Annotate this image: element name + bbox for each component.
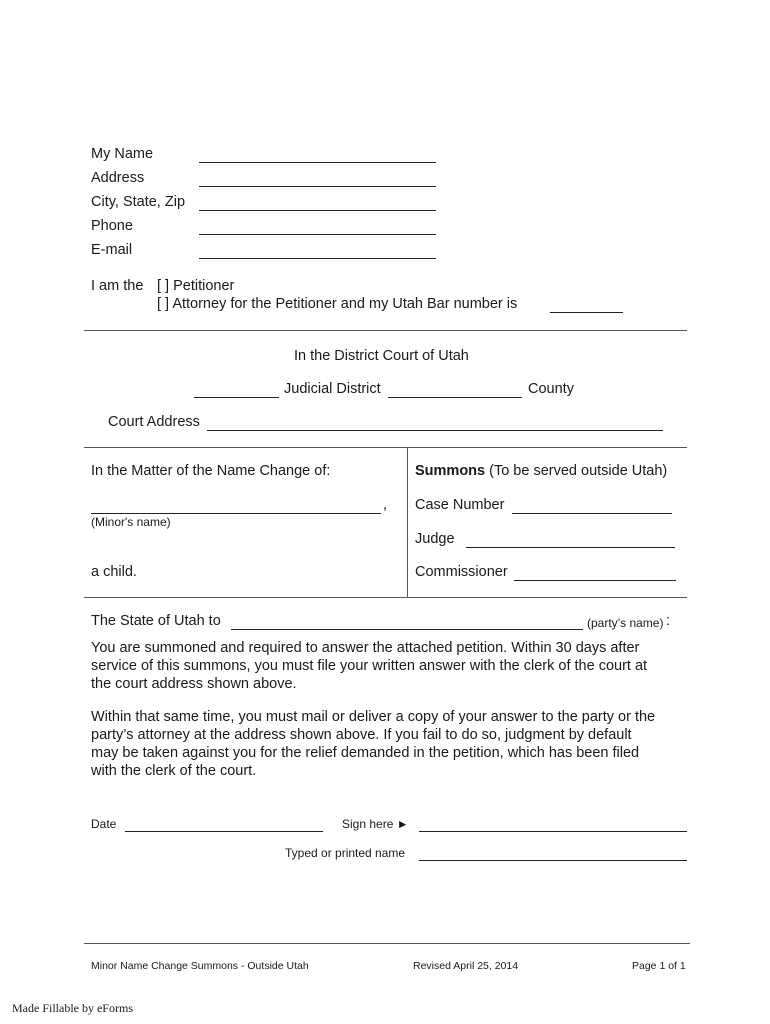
colon: :: [666, 613, 671, 629]
email-field[interactable]: [199, 242, 436, 259]
paragraph-2: [91, 708, 655, 780]
paragraph-2-line: party’s attorney at the address shown above. If you fail to do so, judgment by default: [91, 727, 632, 743]
paragraph-2-line: with the clerk of the court.: [91, 763, 257, 779]
divider-caption-top: [84, 447, 687, 448]
city-state-zip-field[interactable]: [199, 194, 436, 211]
footer-divider: [84, 943, 690, 944]
phone-label: Phone: [91, 218, 133, 234]
party-name-label: (party’s name): [587, 616, 664, 630]
summons-title: Summons: [415, 463, 486, 479]
address-field[interactable]: [199, 170, 436, 187]
bar-number-field[interactable]: [550, 296, 623, 313]
eforms-watermark: Made Fillable by eForms: [12, 1001, 133, 1015]
county-field[interactable]: [388, 381, 522, 398]
address-label: Address: [91, 170, 145, 186]
paragraph-2-line: may be taken against you for the relief demanded in the petition, which has been filed: [91, 745, 640, 761]
printed-name-label: Typed or printed name: [285, 846, 406, 860]
my-name-field[interactable]: [199, 146, 436, 163]
matter-label: In the Matter of the Name Change of:: [91, 463, 331, 479]
footer-revised: Revised April 25, 2014: [413, 960, 519, 972]
party-name-field[interactable]: [231, 613, 583, 630]
paragraph-1: [91, 639, 647, 693]
paragraph-1-line: service of this summons, you must file your written answer with the clerk of the court at: [91, 658, 648, 674]
minor-name-label: (Minor's name): [91, 515, 171, 529]
footer-form-title: Minor Name Change Summons - Outside Utah: [91, 960, 309, 972]
divider-caption-bottom: [84, 597, 687, 598]
court-address-label: Court Address: [108, 414, 200, 430]
date-field[interactable]: [125, 815, 323, 832]
signature-field[interactable]: [419, 815, 687, 832]
judicial-district-field[interactable]: [194, 381, 279, 398]
judicial-district-label: Judicial District: [284, 381, 381, 397]
commissioner-field[interactable]: [514, 564, 676, 581]
email-label: E-mail: [91, 242, 133, 258]
judge-label: Judge: [415, 531, 455, 547]
petitioner-checkbox[interactable]: [ ] Petitioner: [157, 278, 235, 294]
a-child-label: a child.: [91, 564, 137, 580]
divider-top: [84, 330, 687, 331]
summons-heading: [415, 463, 667, 479]
printed-name-field[interactable]: [419, 844, 687, 861]
summons-subtitle: (To be served outside Utah): [489, 463, 668, 479]
phone-field[interactable]: [199, 218, 436, 235]
my-name-label: My Name: [91, 146, 154, 162]
state-to-label: The State of Utah to: [91, 613, 221, 629]
commissioner-label: Commissioner: [415, 564, 508, 580]
minor-name-field[interactable]: [91, 497, 381, 514]
sign-here-label: Sign here ►: [342, 817, 409, 831]
case-number-label: Case Number: [415, 497, 505, 513]
paragraph-1-line: You are summoned and required to answer the attached petition. Within 30 days after: [91, 640, 640, 656]
case-number-field[interactable]: [512, 497, 672, 514]
city-state-zip-label: City, State, Zip: [91, 194, 186, 210]
judge-field[interactable]: [466, 531, 675, 548]
paragraph-1-line: the court address shown above.: [91, 676, 297, 692]
court-address-field[interactable]: [207, 414, 663, 431]
comma: ,: [383, 497, 388, 513]
caption-vertical-divider: [407, 447, 408, 597]
attorney-checkbox[interactable]: [ ] Attorney for the Petitioner and my Utah Bar number is: [157, 296, 518, 312]
footer-page-number: Page 1 of 1: [632, 960, 686, 972]
county-label: County: [528, 381, 574, 397]
court-title: In the District Court of Utah: [294, 348, 469, 364]
i-am-the-label: I am the: [91, 278, 144, 294]
paragraph-2-line: Within that same time, you must mail or deliver a copy of your answer to the party or the: [91, 709, 656, 725]
date-label: Date: [91, 817, 117, 831]
